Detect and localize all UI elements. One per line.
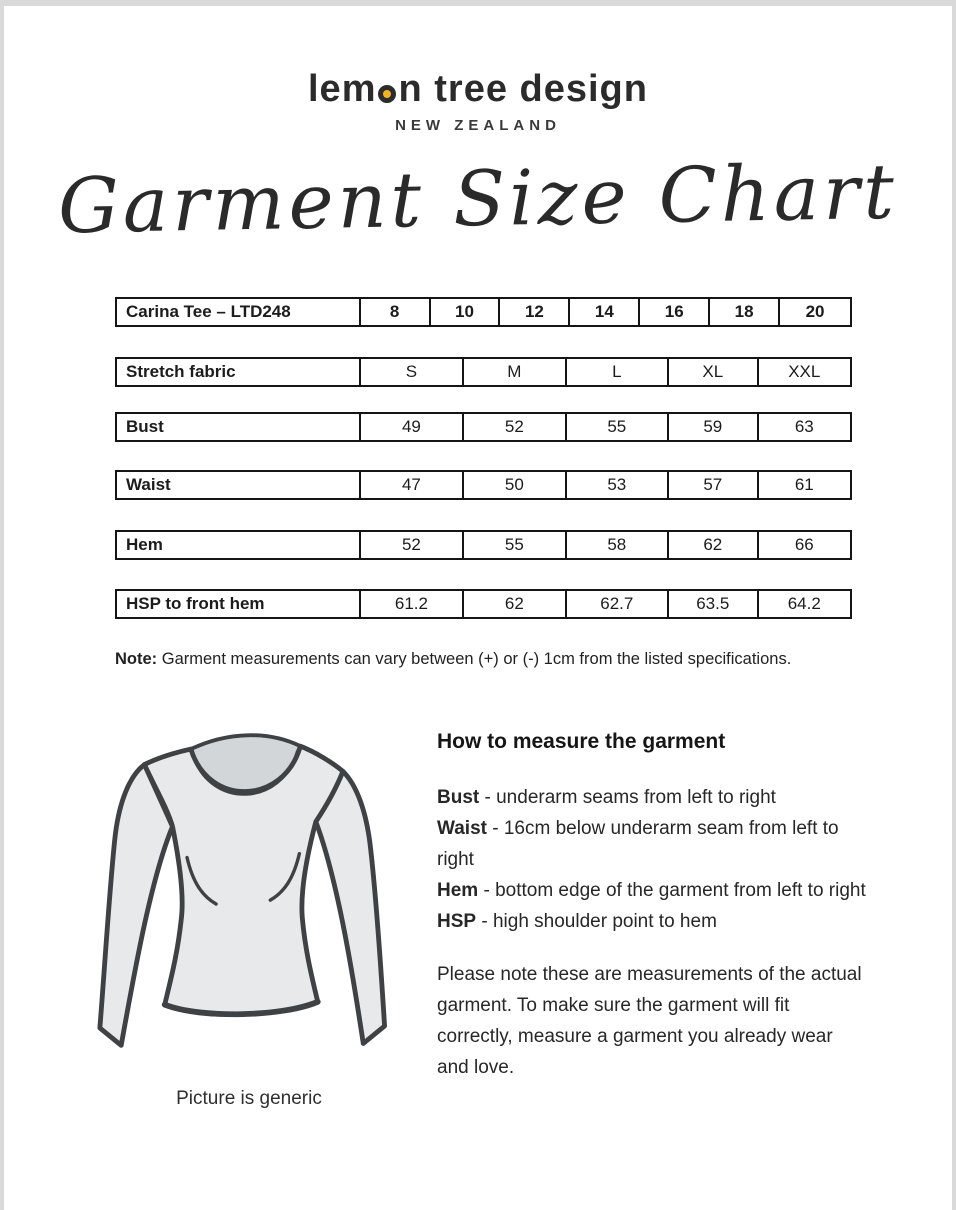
size-cell: XL — [669, 359, 759, 385]
value-cell: 62 — [669, 532, 759, 558]
value-cell: 59 — [669, 414, 759, 440]
row-label-fabric: Stretch fabric — [117, 359, 361, 385]
size-cell: 12 — [500, 299, 570, 325]
row-label-bust: Bust — [117, 414, 361, 440]
value-cell: 57 — [669, 472, 759, 498]
page-title: Garment Size Chart — [57, 146, 899, 251]
table-row-product — [115, 297, 852, 327]
measure-note-paragraph: Please note these are measurements of the actual garment. To make sure the garment will fit correctly, measure a garment you already wear and love. — [437, 964, 862, 1078]
value-cell: 62 — [464, 591, 566, 617]
value-cell: 52 — [464, 414, 566, 440]
value-cell: 52 — [361, 532, 464, 558]
brand-logo — [4, 68, 952, 134]
how-to-measure-section — [437, 730, 869, 1083]
size-cell: S — [361, 359, 464, 385]
size-cell: 14 — [570, 299, 640, 325]
value-cell: 47 — [361, 472, 464, 498]
size-cell: 18 — [710, 299, 780, 325]
brand-name-post: n tree design — [398, 68, 648, 110]
note-label: Note: — [115, 650, 158, 668]
how-to-heading: How to measure the garment — [437, 730, 726, 753]
note-text — [115, 650, 875, 669]
measure-item-hsp — [437, 906, 869, 937]
document-page — [4, 6, 952, 1210]
value-cell: 61 — [794, 475, 814, 494]
value-cell: 53 — [567, 472, 669, 498]
value-cell: 61.2 — [361, 591, 464, 617]
brand-subtitle: NEW ZEALAND — [395, 117, 561, 134]
measure-term: Waist — [437, 818, 487, 839]
value-cell: 55 — [567, 414, 669, 440]
size-cell: XXL — [788, 362, 821, 381]
size-cell: 16 — [640, 299, 710, 325]
size-cell: 8 — [361, 299, 431, 325]
measure-term: HSP — [437, 911, 477, 932]
brand-name — [4, 68, 952, 111]
value-cell: 63 — [794, 417, 814, 436]
measure-desc: - high shoulder point to hem — [476, 911, 717, 932]
measure-term: Bust — [437, 787, 480, 808]
garment-sketch-icon — [82, 720, 416, 1088]
note-body: Garment measurements can vary between (+) or (-) 1cm from the listed specifications. — [157, 650, 792, 668]
value-cell: 63.5 — [669, 591, 759, 617]
size-cell: M — [464, 359, 566, 385]
measure-desc: - underarm seams from left to right — [479, 787, 776, 808]
table-row-bust — [115, 412, 852, 442]
measure-item-waist — [437, 813, 869, 875]
value-cell: 58 — [567, 532, 669, 558]
garment-illustration — [82, 720, 416, 1088]
value-cell: 55 — [464, 532, 566, 558]
lemon-dot-icon — [378, 85, 396, 103]
measure-term: Hem — [437, 880, 479, 901]
row-label-waist: Waist — [117, 472, 361, 498]
value-cell: 64.2 — [787, 594, 821, 613]
measure-item-hem — [437, 875, 869, 906]
table-row-waist — [115, 470, 852, 500]
table-row-hsp — [115, 589, 852, 619]
table-row-fabric — [115, 357, 852, 387]
size-cell: 20 — [805, 302, 825, 321]
table-row-hem — [115, 530, 852, 560]
measure-desc: - 16cm below underarm seam from left to right — [437, 818, 839, 870]
measure-item-bust — [437, 782, 869, 813]
row-label-product: Carina Tee – LTD248 — [117, 299, 361, 325]
brand-name-pre: lem — [308, 68, 377, 110]
size-cell: 10 — [431, 299, 501, 325]
figure-caption: Picture is generic — [176, 1088, 322, 1109]
row-label-hem: Hem — [117, 532, 361, 558]
value-cell: 49 — [361, 414, 464, 440]
value-cell: 66 — [794, 535, 814, 554]
measure-desc: - bottom edge of the garment from left to right — [478, 880, 866, 901]
value-cell: 62.7 — [567, 591, 669, 617]
row-label-hsp: HSP to front hem — [117, 591, 361, 617]
value-cell: 50 — [464, 472, 566, 498]
size-cell: L — [567, 359, 669, 385]
